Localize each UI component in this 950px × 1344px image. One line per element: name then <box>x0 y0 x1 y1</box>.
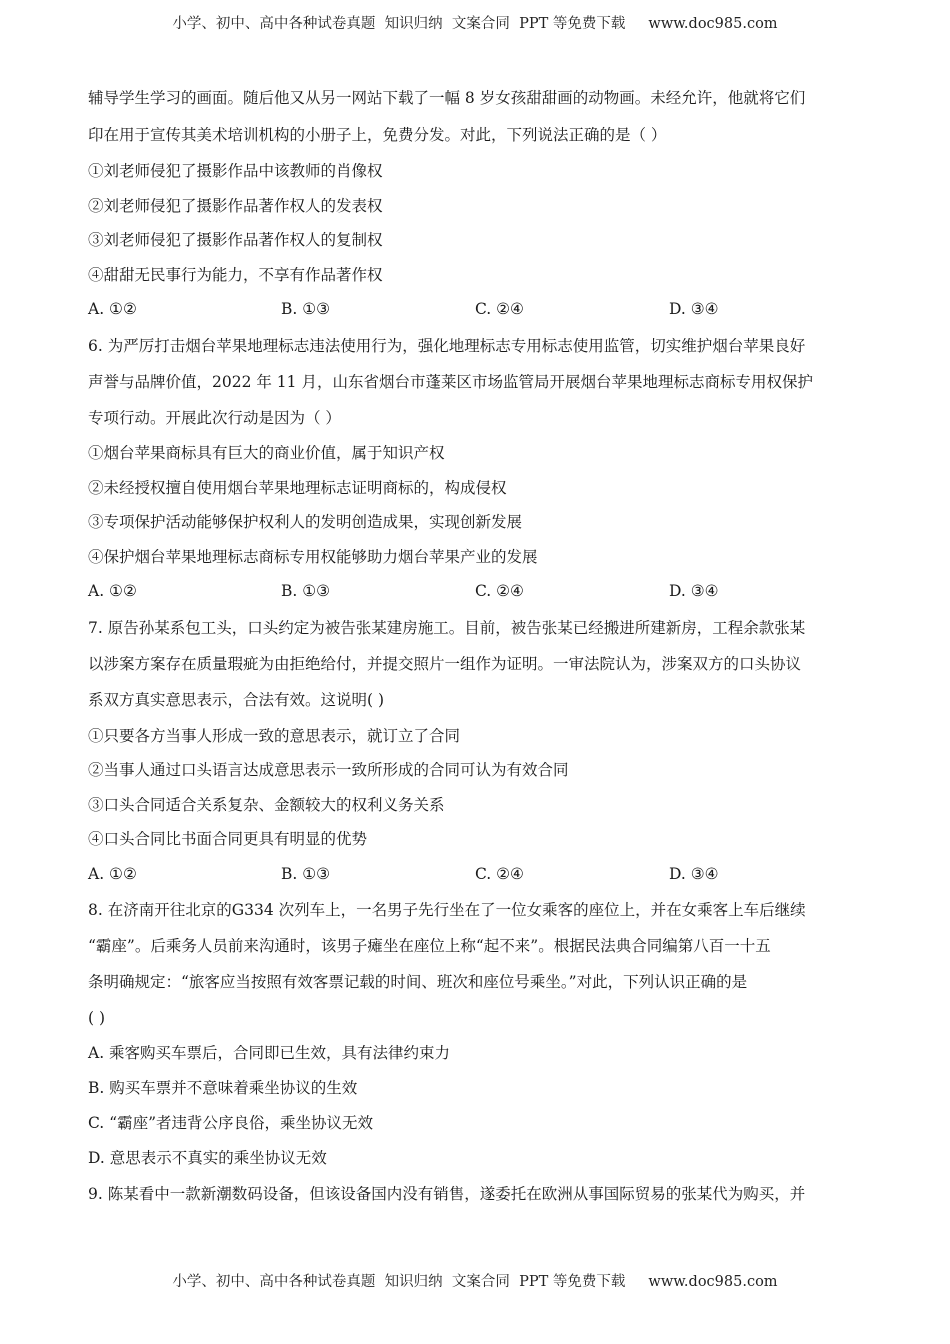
option-a: A. ①② <box>88 582 137 600</box>
question-8-choice-b: B. 购买车票并不意味着乘坐协议的生效 <box>88 1079 358 1097</box>
question-6-options <box>88 581 863 601</box>
page-footer: 小学、初中、高中各种试卷真题 知识归纳 文案合同 PPT 等免费下载 www.doc985.com <box>172 1274 778 1290</box>
question-8-choice-d: D. 意思表示不真实的乘坐协议无效 <box>88 1149 327 1167</box>
question-8-text-line: ( ) <box>88 1009 106 1027</box>
question-7-statement: ②当事人通过口头语言达成意思表示一致所形成的合同可认为有效合同 <box>88 761 569 779</box>
question-5-options <box>88 299 863 319</box>
question-7-options <box>88 864 863 884</box>
option-b: B. ①③ <box>281 300 331 318</box>
option-a: A. ①② <box>88 300 137 318</box>
option-c: C. ②④ <box>475 582 524 600</box>
option-b: B. ①③ <box>281 865 331 883</box>
question-6-text-line: 专项行动。开展此次行动是因为（ ） <box>88 409 341 427</box>
option-b: B. ①③ <box>281 582 331 600</box>
question-8-choice-a: A. 乘客购买车票后，合同即已生效，具有法律约束力 <box>88 1044 451 1062</box>
question-7-statement: ①只要各方当事人形成一致的意思表示，就订立了合同 <box>88 727 461 745</box>
option-c: C. ②④ <box>475 865 524 883</box>
question-6-statement: ④保护烟台苹果地理标志商标专用权能够助力烟台苹果产业的发展 <box>88 548 538 566</box>
question-6-text-line: 声誉与品牌价值，2022 年 11 月，山东省烟台市蓬莱区市场监管局开展烟台苹果地理标志商标专用权保护 <box>88 373 813 391</box>
question-9-text-line: 9. 陈某看中一款新潮数码设备，但该设备国内没有销售，遂委托在欧洲从事国际贸易的张某代为购买，并 <box>88 1185 806 1203</box>
question-7-statement: ④口头合同比书面合同更具有明显的优势 <box>88 830 368 848</box>
option-d: D. ③④ <box>669 582 719 600</box>
option-d: D. ③④ <box>669 300 719 318</box>
question-8-text-line: 条明确规定：“旅客应当按照有效客票记载的时间、班次和座位号乘坐。”对此，下列认识正确的是 <box>88 973 748 991</box>
question-8-choice-c: C. “霸座”者违背公序良俗，乘坐协议无效 <box>88 1114 374 1132</box>
question-7-text-line: 7. 原告孙某系包工头，口头约定为被告张某建房施工。目前，被告张某已经搬进所建新房，工程余款张某 <box>88 619 806 637</box>
question-7-statement: ③口头合同适合关系复杂、金额较大的权利义务关系 <box>88 796 445 814</box>
question-5-statement: ②刘老师侵犯了摄影作品著作权人的发表权 <box>88 197 383 215</box>
question-6-statement: ①烟台苹果商标具有巨大的商业价值，属于知识产权 <box>88 444 445 462</box>
question-8-text-line: 8. 在济南开往北京的G334 次列车上，一名男子先行坐在了一位女乘客的座位上，并在女乘客上车后继续 <box>88 901 806 919</box>
page-header: 小学、初中、高中各种试卷真题 知识归纳 文案合同 PPT 等免费下载 www.doc985.com <box>172 16 778 32</box>
question-6-statement: ③专项保护活动能够保护权利人的发明创造成果，实现创新发展 <box>88 513 523 531</box>
question-7-text-line: 系双方真实意思表示，合法有效。这说明( ) <box>88 691 385 709</box>
question-6-text-line: 6. 为严厉打击烟台苹果地理标志违法使用行为，强化地理标志专用标志使用监管，切实维护烟台苹果良好 <box>88 337 806 355</box>
question-6-statement: ②未经授权擅自使用烟台苹果地理标志证明商标的，构成侵权 <box>88 479 507 497</box>
question-5-text-line: 辅导学生学习的画面。随后他又从另一网站下载了一幅 8 岁女孩甜甜画的动物画。未经允许，他就将它们 <box>88 89 806 107</box>
option-a: A. ①② <box>88 865 137 883</box>
question-7-text-line: 以涉案方案存在质量瑕疵为由拒绝给付，并提交照片一组作为证明。一审法院认为，涉案双方的口头协议 <box>88 655 802 673</box>
question-8-text-line: “霸座”。后乘务人员前来沟通时，该男子瘫坐在座位上称“起不来”。根据民法典合同编第八百一十五 <box>88 937 771 955</box>
question-5-text-line: 印在用于宣传其美术培训机构的小册子上，免费分发。对此，下列说法正确的是（ ） <box>88 126 667 144</box>
question-5-statement: ①刘老师侵犯了摄影作品中该教师的肖像权 <box>88 162 383 180</box>
option-c: C. ②④ <box>475 300 524 318</box>
question-5-statement: ④甜甜无民事行为能力，不享有作品著作权 <box>88 266 383 284</box>
option-d: D. ③④ <box>669 865 719 883</box>
question-5-statement: ③刘老师侵犯了摄影作品著作权人的复制权 <box>88 231 383 249</box>
